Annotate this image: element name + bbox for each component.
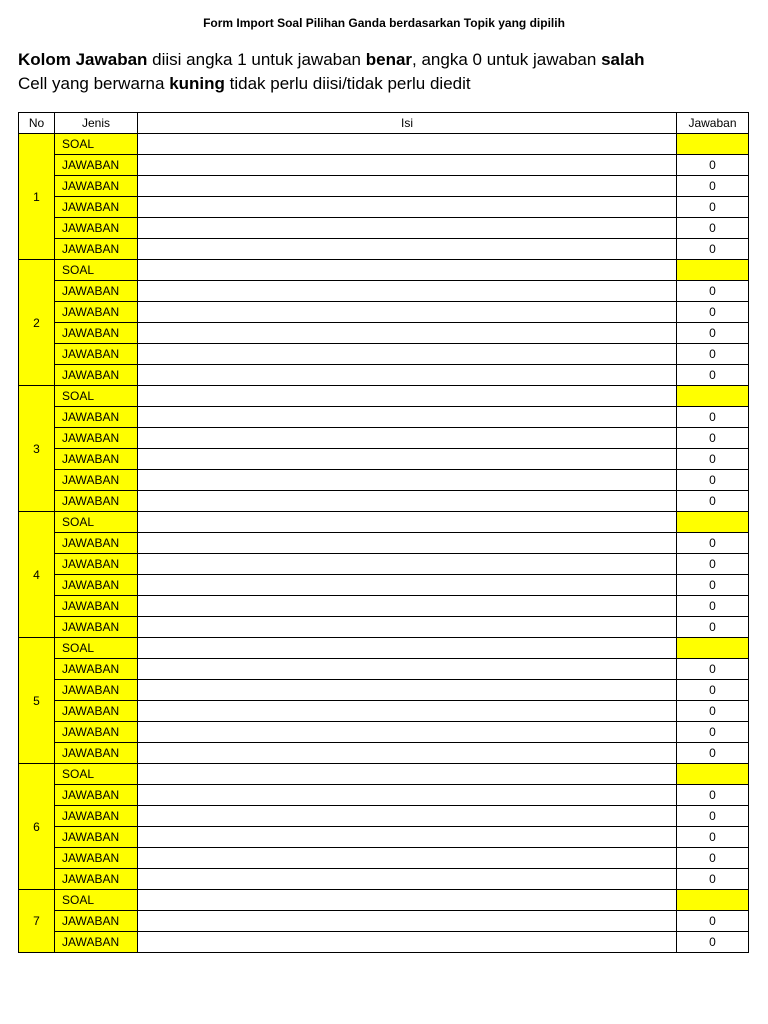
jawaban-cell[interactable]: 0 bbox=[677, 323, 749, 344]
table-row bbox=[19, 407, 749, 428]
isi-cell[interactable] bbox=[138, 848, 677, 869]
table-row bbox=[19, 869, 749, 890]
question-number-cell: 3 bbox=[19, 386, 55, 512]
jawaban-cell[interactable]: 0 bbox=[677, 533, 749, 554]
table-row bbox=[19, 365, 749, 386]
table-row bbox=[19, 302, 749, 323]
jenis-jawaban-cell: JAWABAN bbox=[55, 428, 138, 449]
jenis-jawaban-cell: JAWABAN bbox=[55, 848, 138, 869]
instr-benar: benar bbox=[365, 50, 413, 69]
jawaban-cell-locked bbox=[677, 512, 749, 533]
isi-cell[interactable] bbox=[138, 386, 677, 407]
isi-cell[interactable] bbox=[138, 638, 677, 659]
jawaban-cell[interactable]: 0 bbox=[677, 785, 749, 806]
jenis-jawaban-cell: JAWABAN bbox=[55, 365, 138, 386]
table-row bbox=[19, 155, 749, 176]
jenis-jawaban-cell: JAWABAN bbox=[55, 806, 138, 827]
table-row bbox=[19, 764, 749, 785]
instr-text-b: , angka 0 untuk jawaban bbox=[412, 50, 602, 69]
instr-kolom-jawaban: Kolom Jawaban bbox=[18, 50, 148, 69]
table-row bbox=[19, 449, 749, 470]
jawaban-cell[interactable]: 0 bbox=[677, 743, 749, 764]
isi-cell[interactable] bbox=[138, 344, 677, 365]
isi-cell[interactable] bbox=[138, 743, 677, 764]
question-number-cell: 7 bbox=[19, 890, 55, 953]
table-row bbox=[19, 575, 749, 596]
jawaban-cell[interactable]: 0 bbox=[677, 176, 749, 197]
jawaban-cell[interactable]: 0 bbox=[677, 302, 749, 323]
question-number-cell: 1 bbox=[19, 134, 55, 260]
jenis-soal-cell: SOAL bbox=[55, 512, 138, 533]
table-row bbox=[19, 701, 749, 722]
isi-cell[interactable] bbox=[138, 596, 677, 617]
table-row bbox=[19, 491, 749, 512]
header-no: No bbox=[19, 113, 55, 134]
header-isi: Isi bbox=[138, 113, 677, 134]
table-body bbox=[19, 134, 749, 953]
table-row bbox=[19, 323, 749, 344]
header-row bbox=[19, 113, 749, 134]
jawaban-cell[interactable]: 0 bbox=[677, 491, 749, 512]
jenis-jawaban-cell: JAWABAN bbox=[55, 407, 138, 428]
jenis-jawaban-cell: JAWABAN bbox=[55, 680, 138, 701]
jenis-jawaban-cell: JAWABAN bbox=[55, 323, 138, 344]
table-row bbox=[19, 281, 749, 302]
isi-cell[interactable] bbox=[138, 365, 677, 386]
table-row bbox=[19, 743, 749, 764]
isi-cell[interactable] bbox=[138, 785, 677, 806]
jenis-jawaban-cell: JAWABAN bbox=[55, 869, 138, 890]
table-row bbox=[19, 638, 749, 659]
jenis-jawaban-cell: JAWABAN bbox=[55, 155, 138, 176]
jawaban-cell-locked bbox=[677, 134, 749, 155]
table-row bbox=[19, 533, 749, 554]
table-row bbox=[19, 428, 749, 449]
isi-cell[interactable] bbox=[138, 890, 677, 911]
jenis-jawaban-cell: JAWABAN bbox=[55, 659, 138, 680]
instruction-line-2 bbox=[18, 74, 471, 94]
isi-cell[interactable] bbox=[138, 260, 677, 281]
jenis-jawaban-cell: JAWABAN bbox=[55, 281, 138, 302]
jawaban-cell[interactable]: 0 bbox=[677, 575, 749, 596]
jawaban-cell-locked bbox=[677, 890, 749, 911]
table-row bbox=[19, 512, 749, 533]
jenis-jawaban-cell: JAWABAN bbox=[55, 911, 138, 932]
isi-cell[interactable] bbox=[138, 491, 677, 512]
isi-cell[interactable] bbox=[138, 449, 677, 470]
jenis-soal-cell: SOAL bbox=[55, 638, 138, 659]
jawaban-cell[interactable]: 0 bbox=[677, 155, 749, 176]
isi-cell[interactable] bbox=[138, 533, 677, 554]
jawaban-cell[interactable]: 0 bbox=[677, 554, 749, 575]
isi-cell[interactable] bbox=[138, 512, 677, 533]
table-row bbox=[19, 932, 749, 953]
jawaban-cell[interactable]: 0 bbox=[677, 701, 749, 722]
instruction-line-1 bbox=[18, 50, 645, 70]
jenis-jawaban-cell: JAWABAN bbox=[55, 596, 138, 617]
isi-cell[interactable] bbox=[138, 827, 677, 848]
isi-cell[interactable] bbox=[138, 281, 677, 302]
isi-cell[interactable] bbox=[138, 617, 677, 638]
table-row bbox=[19, 659, 749, 680]
table-row bbox=[19, 554, 749, 575]
jawaban-cell[interactable]: 0 bbox=[677, 932, 749, 953]
jawaban-cell[interactable]: 0 bbox=[677, 407, 749, 428]
jawaban-cell[interactable]: 0 bbox=[677, 911, 749, 932]
jawaban-cell[interactable]: 0 bbox=[677, 659, 749, 680]
jawaban-cell[interactable]: 0 bbox=[677, 281, 749, 302]
jenis-jawaban-cell: JAWABAN bbox=[55, 827, 138, 848]
jawaban-cell[interactable]: 0 bbox=[677, 428, 749, 449]
table-row bbox=[19, 344, 749, 365]
jawaban-cell[interactable]: 0 bbox=[677, 617, 749, 638]
jenis-jawaban-cell: JAWABAN bbox=[55, 218, 138, 239]
question-number-cell: 2 bbox=[19, 260, 55, 386]
jawaban-cell[interactable]: 0 bbox=[677, 449, 749, 470]
jenis-soal-cell: SOAL bbox=[55, 260, 138, 281]
jawaban-cell[interactable]: 0 bbox=[677, 869, 749, 890]
table-row bbox=[19, 176, 749, 197]
question-number-cell: 5 bbox=[19, 638, 55, 764]
question-number-cell: 4 bbox=[19, 512, 55, 638]
jenis-jawaban-cell: JAWABAN bbox=[55, 239, 138, 260]
table-row bbox=[19, 785, 749, 806]
jenis-jawaban-cell: JAWABAN bbox=[55, 932, 138, 953]
jenis-jawaban-cell: JAWABAN bbox=[55, 344, 138, 365]
jenis-jawaban-cell: JAWABAN bbox=[55, 302, 138, 323]
jawaban-cell[interactable]: 0 bbox=[677, 827, 749, 848]
jawaban-cell-locked bbox=[677, 386, 749, 407]
jawaban-cell[interactable]: 0 bbox=[677, 722, 749, 743]
isi-cell[interactable] bbox=[138, 302, 677, 323]
isi-cell[interactable] bbox=[138, 764, 677, 785]
jenis-jawaban-cell: JAWABAN bbox=[55, 701, 138, 722]
page-title: Form Import Soal Pilihan Ganda berdasarkan Topik yang dipilih bbox=[203, 16, 565, 30]
isi-cell[interactable] bbox=[138, 659, 677, 680]
isi-cell[interactable] bbox=[138, 470, 677, 491]
jawaban-cell[interactable]: 0 bbox=[677, 365, 749, 386]
jenis-jawaban-cell: JAWABAN bbox=[55, 785, 138, 806]
isi-cell[interactable] bbox=[138, 806, 677, 827]
jenis-jawaban-cell: JAWABAN bbox=[55, 575, 138, 596]
jawaban-cell-locked bbox=[677, 260, 749, 281]
header-jenis: Jenis bbox=[55, 113, 138, 134]
jawaban-cell[interactable]: 0 bbox=[677, 596, 749, 617]
table-row bbox=[19, 680, 749, 701]
isi-cell[interactable] bbox=[138, 701, 677, 722]
table-row bbox=[19, 470, 749, 491]
jenis-soal-cell: SOAL bbox=[55, 134, 138, 155]
jawaban-cell-locked bbox=[677, 764, 749, 785]
jawaban-cell-locked bbox=[677, 638, 749, 659]
table-row bbox=[19, 722, 749, 743]
isi-cell[interactable] bbox=[138, 323, 677, 344]
isi-cell[interactable] bbox=[138, 869, 677, 890]
header-jawaban: Jawaban bbox=[677, 113, 749, 134]
table-row bbox=[19, 239, 749, 260]
jenis-jawaban-cell: JAWABAN bbox=[55, 449, 138, 470]
isi-cell[interactable] bbox=[138, 407, 677, 428]
jenis-jawaban-cell: JAWABAN bbox=[55, 533, 138, 554]
table-row bbox=[19, 218, 749, 239]
isi-cell[interactable] bbox=[138, 932, 677, 953]
isi-cell[interactable] bbox=[138, 218, 677, 239]
jawaban-cell[interactable]: 0 bbox=[677, 470, 749, 491]
table-row bbox=[19, 890, 749, 911]
table-row bbox=[19, 386, 749, 407]
jenis-soal-cell: SOAL bbox=[55, 386, 138, 407]
jawaban-cell[interactable]: 0 bbox=[677, 848, 749, 869]
isi-cell[interactable] bbox=[138, 554, 677, 575]
isi-cell[interactable] bbox=[138, 155, 677, 176]
table-row bbox=[19, 134, 749, 155]
jenis-jawaban-cell: JAWABAN bbox=[55, 554, 138, 575]
instr-text-a: diisi angka 1 untuk jawaban bbox=[147, 50, 366, 69]
table-row bbox=[19, 197, 749, 218]
jenis-jawaban-cell: JAWABAN bbox=[55, 722, 138, 743]
jenis-jawaban-cell: JAWABAN bbox=[55, 197, 138, 218]
jenis-jawaban-cell: JAWABAN bbox=[55, 491, 138, 512]
jawaban-cell[interactable]: 0 bbox=[677, 239, 749, 260]
isi-cell[interactable] bbox=[138, 176, 677, 197]
isi-cell[interactable] bbox=[138, 239, 677, 260]
question-number-cell: 6 bbox=[19, 764, 55, 890]
isi-cell[interactable] bbox=[138, 722, 677, 743]
jenis-soal-cell: SOAL bbox=[55, 764, 138, 785]
isi-cell[interactable] bbox=[138, 134, 677, 155]
jawaban-cell[interactable]: 0 bbox=[677, 680, 749, 701]
jawaban-cell[interactable]: 0 bbox=[677, 218, 749, 239]
table-row bbox=[19, 617, 749, 638]
instr-text-d: tidak perlu diisi/tidak perlu diedit bbox=[224, 74, 471, 93]
table-row bbox=[19, 911, 749, 932]
question-table bbox=[18, 112, 749, 953]
table-row bbox=[19, 596, 749, 617]
jenis-soal-cell: SOAL bbox=[55, 890, 138, 911]
table-row bbox=[19, 848, 749, 869]
isi-cell[interactable] bbox=[138, 428, 677, 449]
jenis-jawaban-cell: JAWABAN bbox=[55, 176, 138, 197]
instr-text-c: Cell yang berwarna bbox=[18, 74, 170, 93]
isi-cell[interactable] bbox=[138, 197, 677, 218]
jenis-jawaban-cell: JAWABAN bbox=[55, 617, 138, 638]
jawaban-cell[interactable]: 0 bbox=[677, 344, 749, 365]
table-row bbox=[19, 260, 749, 281]
isi-cell[interactable] bbox=[138, 911, 677, 932]
jawaban-cell[interactable]: 0 bbox=[677, 806, 749, 827]
table-row bbox=[19, 827, 749, 848]
isi-cell[interactable] bbox=[138, 680, 677, 701]
instr-kuning: kuning bbox=[169, 74, 225, 93]
isi-cell[interactable] bbox=[138, 575, 677, 596]
table-row bbox=[19, 806, 749, 827]
jawaban-cell[interactable]: 0 bbox=[677, 197, 749, 218]
jenis-jawaban-cell: JAWABAN bbox=[55, 743, 138, 764]
jenis-jawaban-cell: JAWABAN bbox=[55, 470, 138, 491]
instr-salah: salah bbox=[601, 50, 645, 69]
